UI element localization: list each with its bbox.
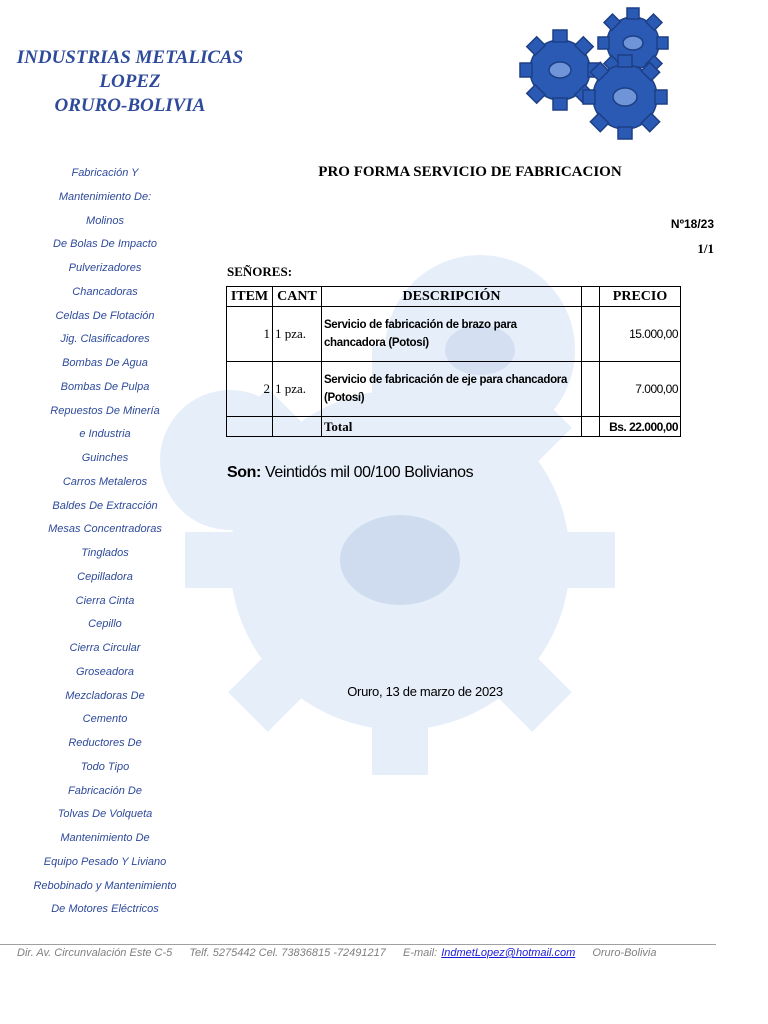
row-item: 2	[227, 362, 273, 417]
service-item: Cemento	[82, 713, 128, 726]
service-item: Tinglados	[81, 547, 129, 559]
service-item: Bombas De Agua	[62, 357, 148, 369]
total-empty-cell	[272, 417, 321, 437]
service-item: Rebobinado y Mantenimiento	[33, 879, 177, 892]
service-item: Groseadora	[75, 665, 135, 678]
quote-table	[226, 286, 681, 437]
header-cant: CANT	[272, 287, 321, 307]
document-title: PRO FORMA SERVICIO DE FABRICACION	[318, 164, 622, 180]
service-item: Celdas De Flotación	[55, 309, 155, 322]
service-item: Fabricación Y	[71, 167, 139, 179]
service-item: Cierra Cinta	[75, 594, 135, 607]
header-precio: PRECIO	[600, 287, 681, 307]
footer-email-label: E-mail:	[402, 947, 438, 959]
service-item: Jig. Clasificadores	[60, 333, 150, 346]
service-item: Cierra Circular	[69, 642, 141, 654]
header-descripcion: DESCRIPCIÓN	[321, 287, 581, 307]
footer	[17, 947, 671, 959]
amount-in-words	[227, 464, 473, 482]
service-item: Tolvas De Volqueta	[57, 808, 153, 821]
service-item: Mantenimiento De	[60, 832, 150, 844]
document-number: Nº18/23	[670, 217, 714, 231]
row-price: 7.000,00	[600, 362, 681, 417]
total-value: Bs. 22.000,00	[600, 417, 681, 437]
service-item: De Bolas De Impacto	[53, 238, 157, 251]
header-spacer	[582, 287, 600, 307]
recipient-label: SEÑORES:	[227, 264, 293, 279]
total-row	[227, 417, 681, 437]
footer-address: Dir. Av. Circunvalación Este C-5	[17, 947, 173, 959]
service-item: Guinches	[81, 452, 129, 464]
row-cant: 1 pza.	[272, 362, 321, 417]
services-list	[22, 162, 188, 922]
service-item: Baldes De Extracción	[52, 499, 158, 512]
service-item: Carros Metaleros	[62, 475, 148, 488]
service-item: Mantenimiento De:	[58, 190, 152, 203]
company-city: ORURO-BOLIVIA	[54, 95, 206, 116]
service-item: Reductores De	[68, 737, 142, 749]
footer-divider	[0, 944, 716, 945]
service-item: Pulverizadores	[68, 262, 142, 274]
footer-phone: Telf. 5275442 Cel. 73836815 -72491217	[189, 947, 386, 959]
total-label: Total	[321, 417, 581, 437]
company-surname: LOPEZ	[99, 71, 161, 92]
company-name: INDUSTRIAS METALICAS	[16, 47, 244, 68]
service-item: De Motores Eléctricos	[51, 903, 159, 916]
service-item: Todo Tipo	[80, 760, 130, 773]
row-spacer	[582, 362, 600, 417]
row-description: Servicio de fabricación de brazo para chancadora (Potosí)	[321, 307, 581, 362]
company-header	[0, 46, 260, 118]
service-item: Bombas De Pulpa	[60, 380, 150, 393]
row-cant: 1 pza.	[272, 307, 321, 362]
page-indicator: 1/1	[697, 241, 714, 256]
document-date: Oruro, 13 de marzo de 2023	[347, 684, 503, 699]
total-empty-cell	[227, 417, 273, 437]
amount-label: Son:	[227, 464, 261, 481]
row-spacer	[582, 307, 600, 362]
table-row	[227, 362, 681, 417]
footer-city: Oruro-Bolivia	[592, 947, 657, 959]
gears-icon	[515, 5, 685, 155]
service-item: Mezcladoras De	[65, 689, 145, 702]
total-spacer	[582, 417, 600, 437]
service-item: Equipo Pesado Y Liviano	[43, 855, 167, 868]
service-item: Fabricación De	[68, 784, 142, 797]
table-row	[227, 307, 681, 362]
service-item: Cepillo	[88, 618, 122, 631]
service-item: Repuestos De Minería	[50, 404, 160, 417]
service-item: Cepilladora	[77, 570, 133, 583]
service-item: Molinos	[86, 214, 124, 227]
row-description: Servicio de fabricación de eje para chancadora (Potosí)	[321, 362, 581, 417]
amount-text: Veintidós mil 00/100 Bolivianos	[265, 464, 474, 481]
row-item: 1	[227, 307, 273, 362]
footer-email-link[interactable]: IndmetLopez@hotmail.com	[441, 947, 576, 959]
service-item: Chancadoras	[72, 285, 138, 298]
header-item: ITEM	[227, 287, 273, 307]
footer-email-group	[403, 947, 575, 959]
service-item: Mesas Concentradoras	[48, 523, 162, 536]
table-header-row	[227, 287, 681, 307]
service-item: e Industria	[79, 428, 131, 441]
row-price: 15.000,00	[600, 307, 681, 362]
